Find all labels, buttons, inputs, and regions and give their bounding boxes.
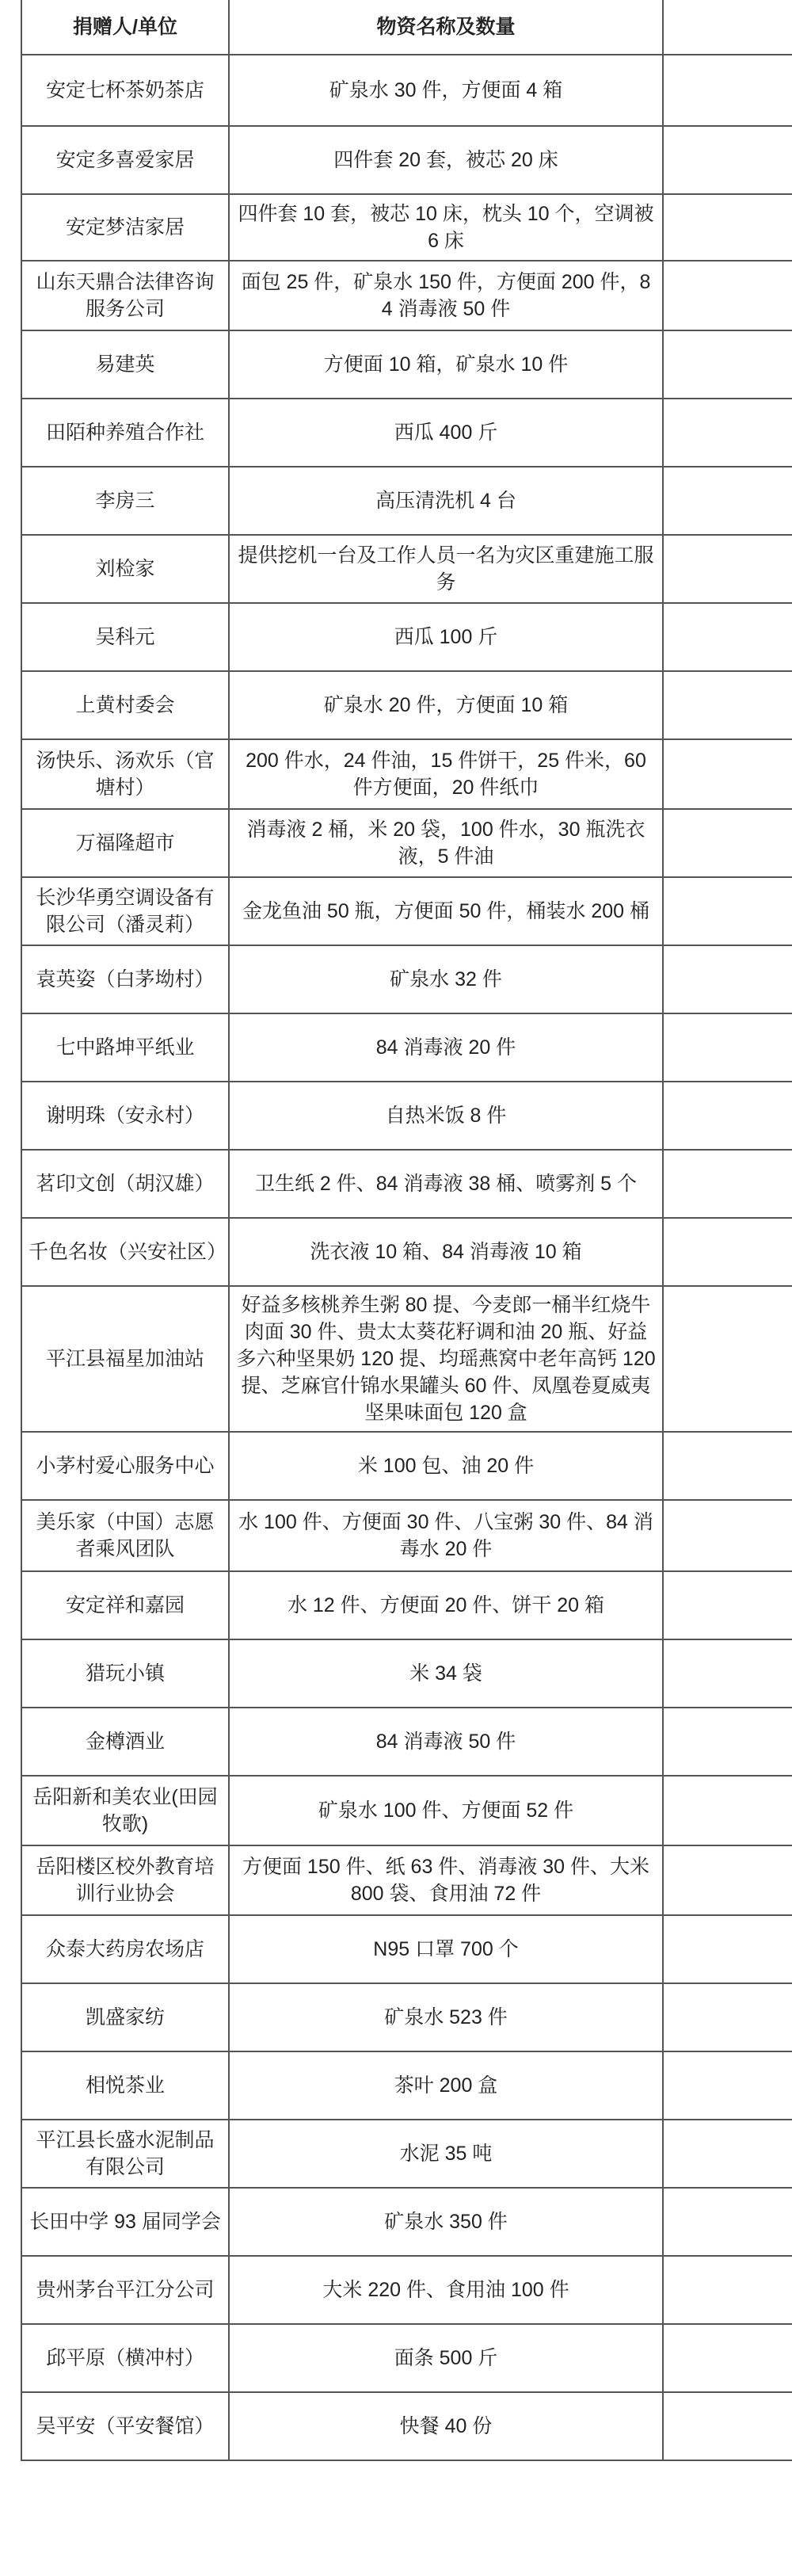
table-row bbox=[21, 1432, 792, 1500]
table-row bbox=[21, 671, 792, 739]
table-row bbox=[21, 399, 792, 467]
table-row bbox=[21, 194, 792, 261]
donor-cell: 谢明珠（安永村） bbox=[21, 1082, 229, 1150]
items-cell: 水 100 件、方便面 30 件、八宝粥 30 件、84 消毒水 20 件 bbox=[229, 1500, 663, 1571]
items-cell: 好益多核桃养生粥 80 提、今麦郎一桶半红烧牛肉面 30 件、贵太太葵花籽调和油 20 瓶、好益多六种坚果奶 120 提、均瑶燕窝中老年高钙 120 提、芝麻官什锦水果罐头 60 件、凤凰卷夏威夷坚果味面包 120 盒 bbox=[229, 1286, 663, 1432]
items-cell: 矿泉水 32 件 bbox=[229, 945, 663, 1013]
items-cell: 方便面 150 件、纸 63 件、消毒液 30 件、大米 800 袋、食用油 72 件 bbox=[229, 1845, 663, 1915]
header-empty bbox=[663, 0, 792, 55]
items-cell: 米 34 袋 bbox=[229, 1639, 663, 1708]
donor-cell: 岳阳新和美农业(田园牧歌) bbox=[21, 1776, 229, 1845]
donor-cell: 吴平安（平安餐馆） bbox=[21, 2392, 229, 2460]
items-cell: 提供挖机一台及工作人员一名为灾区重建施工服务 bbox=[229, 535, 663, 603]
empty-cell bbox=[663, 2256, 792, 2324]
table-row bbox=[21, 1776, 792, 1845]
table-row bbox=[21, 467, 792, 535]
table-row bbox=[21, 330, 792, 399]
donor-cell: 安定多喜爱家居 bbox=[21, 126, 229, 194]
items-cell: 矿泉水 350 件 bbox=[229, 2188, 663, 2256]
items-cell: 水 12 件、方便面 20 件、饼干 20 箱 bbox=[229, 1571, 663, 1639]
donor-cell: 袁英姿（白茅坳村） bbox=[21, 945, 229, 1013]
items-cell: 水泥 35 吨 bbox=[229, 2120, 663, 2188]
items-cell: 矿泉水 20 件，方便面 10 箱 bbox=[229, 671, 663, 739]
empty-cell bbox=[663, 330, 792, 399]
table-row bbox=[21, 1286, 792, 1432]
table-row bbox=[21, 55, 792, 126]
donor-cell: 安定梦洁家居 bbox=[21, 194, 229, 261]
donor-cell: 长田中学 93 届同学会 bbox=[21, 2188, 229, 2256]
donor-cell: 众泰大药房农场店 bbox=[21, 1915, 229, 1983]
donor-cell: 李房三 bbox=[21, 467, 229, 535]
donor-cell: 贵州茅台平江分公司 bbox=[21, 2256, 229, 2324]
items-cell: 面包 25 件，矿泉水 150 件，方便面 200 件，84 消毒液 50 件 bbox=[229, 261, 663, 330]
items-cell: 金龙鱼油 50 瓶，方便面 50 件，桶装水 200 桶 bbox=[229, 877, 663, 945]
table-row bbox=[21, 2392, 792, 2460]
items-cell: 快餐 40 份 bbox=[229, 2392, 663, 2460]
items-cell: 西瓜 100 斤 bbox=[229, 603, 663, 671]
empty-cell bbox=[663, 1639, 792, 1708]
donor-cell: 汤快乐、汤欢乐（官塘村） bbox=[21, 739, 229, 809]
items-cell: 方便面 10 箱，矿泉水 10 件 bbox=[229, 330, 663, 399]
donor-cell: 安定七杯茶奶茶店 bbox=[21, 55, 229, 126]
empty-cell bbox=[663, 55, 792, 126]
items-cell: 矿泉水 523 件 bbox=[229, 1983, 663, 2051]
table-row bbox=[21, 2256, 792, 2324]
table-row bbox=[21, 261, 792, 330]
empty-cell bbox=[663, 1915, 792, 1983]
donor-cell: 吴科元 bbox=[21, 603, 229, 671]
table-row bbox=[21, 1983, 792, 2051]
table-row bbox=[21, 1150, 792, 1218]
empty-cell bbox=[663, 1150, 792, 1218]
donor-cell: 茗印文创（胡汉雄） bbox=[21, 1150, 229, 1218]
header-items: 物资名称及数量 bbox=[229, 0, 663, 55]
table-row bbox=[21, 2324, 792, 2392]
items-cell: N95 口罩 700 个 bbox=[229, 1915, 663, 1983]
empty-cell bbox=[663, 1776, 792, 1845]
items-cell: 米 100 包、油 20 件 bbox=[229, 1432, 663, 1500]
empty-cell bbox=[663, 1500, 792, 1571]
table-body bbox=[21, 55, 792, 2460]
empty-cell bbox=[663, 1082, 792, 1150]
items-cell: 200 件水，24 件油，15 件饼干，25 件米，60 件方便面，20 件纸巾 bbox=[229, 739, 663, 809]
empty-cell bbox=[663, 1571, 792, 1639]
empty-cell bbox=[663, 535, 792, 603]
donor-cell: 平江县福星加油站 bbox=[21, 1286, 229, 1432]
table-row bbox=[21, 877, 792, 945]
items-cell: 四件套 10 套，被芯 10 床，枕头 10 个，空调被 6 床 bbox=[229, 194, 663, 261]
table-row bbox=[21, 1571, 792, 1639]
table-row bbox=[21, 739, 792, 809]
table-row bbox=[21, 2188, 792, 2256]
empty-cell bbox=[663, 603, 792, 671]
items-cell: 茶叶 200 盒 bbox=[229, 2051, 663, 2120]
items-cell: 大米 220 件、食用油 100 件 bbox=[229, 2256, 663, 2324]
items-cell: 自热米饭 8 件 bbox=[229, 1082, 663, 1150]
table-row bbox=[21, 1708, 792, 1776]
table-row bbox=[21, 1013, 792, 1082]
donor-cell: 千色名妆（兴安社区） bbox=[21, 1218, 229, 1286]
items-cell: 84 消毒液 20 件 bbox=[229, 1013, 663, 1082]
items-cell: 矿泉水 30 件，方便面 4 箱 bbox=[229, 55, 663, 126]
empty-cell bbox=[663, 1983, 792, 2051]
donor-cell: 易建英 bbox=[21, 330, 229, 399]
donor-cell: 刘检家 bbox=[21, 535, 229, 603]
table-header-row bbox=[21, 0, 792, 55]
empty-cell bbox=[663, 261, 792, 330]
donor-cell: 岳阳楼区校外教育培训行业协会 bbox=[21, 1845, 229, 1915]
empty-cell bbox=[663, 809, 792, 877]
donation-table bbox=[21, 0, 792, 2461]
donor-cell: 万福隆超市 bbox=[21, 809, 229, 877]
empty-cell bbox=[663, 1708, 792, 1776]
table-row bbox=[21, 535, 792, 603]
table-row bbox=[21, 1845, 792, 1915]
items-cell: 卫生纸 2 件、84 消毒液 38 桶、喷雾剂 5 个 bbox=[229, 1150, 663, 1218]
donor-cell: 小茅村爱心服务中心 bbox=[21, 1432, 229, 1500]
items-cell: 面条 500 斤 bbox=[229, 2324, 663, 2392]
donor-cell: 安定祥和嘉园 bbox=[21, 1571, 229, 1639]
donor-cell: 美乐家（中国）志愿者乘风团队 bbox=[21, 1500, 229, 1571]
items-cell: 84 消毒液 50 件 bbox=[229, 1708, 663, 1776]
empty-cell bbox=[663, 671, 792, 739]
table-row bbox=[21, 1500, 792, 1571]
items-cell: 西瓜 400 斤 bbox=[229, 399, 663, 467]
empty-cell bbox=[663, 2188, 792, 2256]
empty-cell bbox=[663, 877, 792, 945]
table-row bbox=[21, 126, 792, 194]
donor-cell: 相悦茶业 bbox=[21, 2051, 229, 2120]
empty-cell bbox=[663, 1845, 792, 1915]
table-row bbox=[21, 1639, 792, 1708]
empty-cell bbox=[663, 1218, 792, 1286]
table-row bbox=[21, 809, 792, 877]
empty-cell bbox=[663, 1013, 792, 1082]
items-cell: 高压清洗机 4 台 bbox=[229, 467, 663, 535]
table-row bbox=[21, 945, 792, 1013]
empty-cell bbox=[663, 399, 792, 467]
table-row bbox=[21, 1915, 792, 1983]
table-row bbox=[21, 2051, 792, 2120]
donor-cell: 金樽酒业 bbox=[21, 1708, 229, 1776]
donor-cell: 山东天鼎合法律咨询服务公司 bbox=[21, 261, 229, 330]
table-row bbox=[21, 603, 792, 671]
items-cell: 矿泉水 100 件、方便面 52 件 bbox=[229, 1776, 663, 1845]
donor-cell: 七中路坤平纸业 bbox=[21, 1013, 229, 1082]
empty-cell bbox=[663, 1286, 792, 1432]
items-cell: 消毒液 2 桶，米 20 袋，100 件水，30 瓶洗衣液，5 件油 bbox=[229, 809, 663, 877]
table-row bbox=[21, 1218, 792, 1286]
empty-cell bbox=[663, 2051, 792, 2120]
empty-cell bbox=[663, 2324, 792, 2392]
table-row bbox=[21, 1082, 792, 1150]
donor-cell: 长沙华勇空调设备有限公司（潘灵莉） bbox=[21, 877, 229, 945]
empty-cell bbox=[663, 2392, 792, 2460]
donor-cell: 凯盛家纺 bbox=[21, 1983, 229, 2051]
empty-cell bbox=[663, 945, 792, 1013]
donor-cell: 平江县长盛水泥制品有限公司 bbox=[21, 2120, 229, 2188]
empty-cell bbox=[663, 126, 792, 194]
items-cell: 四件套 20 套，被芯 20 床 bbox=[229, 126, 663, 194]
donor-cell: 上黄村委会 bbox=[21, 671, 229, 739]
table-row bbox=[21, 2120, 792, 2188]
donor-cell: 邱平原（横冲村） bbox=[21, 2324, 229, 2392]
donor-cell: 田陌种养殖合作社 bbox=[21, 399, 229, 467]
empty-cell bbox=[663, 467, 792, 535]
empty-cell bbox=[663, 1432, 792, 1500]
header-donor: 捐赠人/单位 bbox=[21, 0, 229, 55]
empty-cell bbox=[663, 739, 792, 809]
items-cell: 洗衣液 10 箱、84 消毒液 10 箱 bbox=[229, 1218, 663, 1286]
empty-cell bbox=[663, 2120, 792, 2188]
empty-cell bbox=[663, 194, 792, 261]
donation-table-container bbox=[21, 0, 792, 2461]
donor-cell: 猎玩小镇 bbox=[21, 1639, 229, 1708]
